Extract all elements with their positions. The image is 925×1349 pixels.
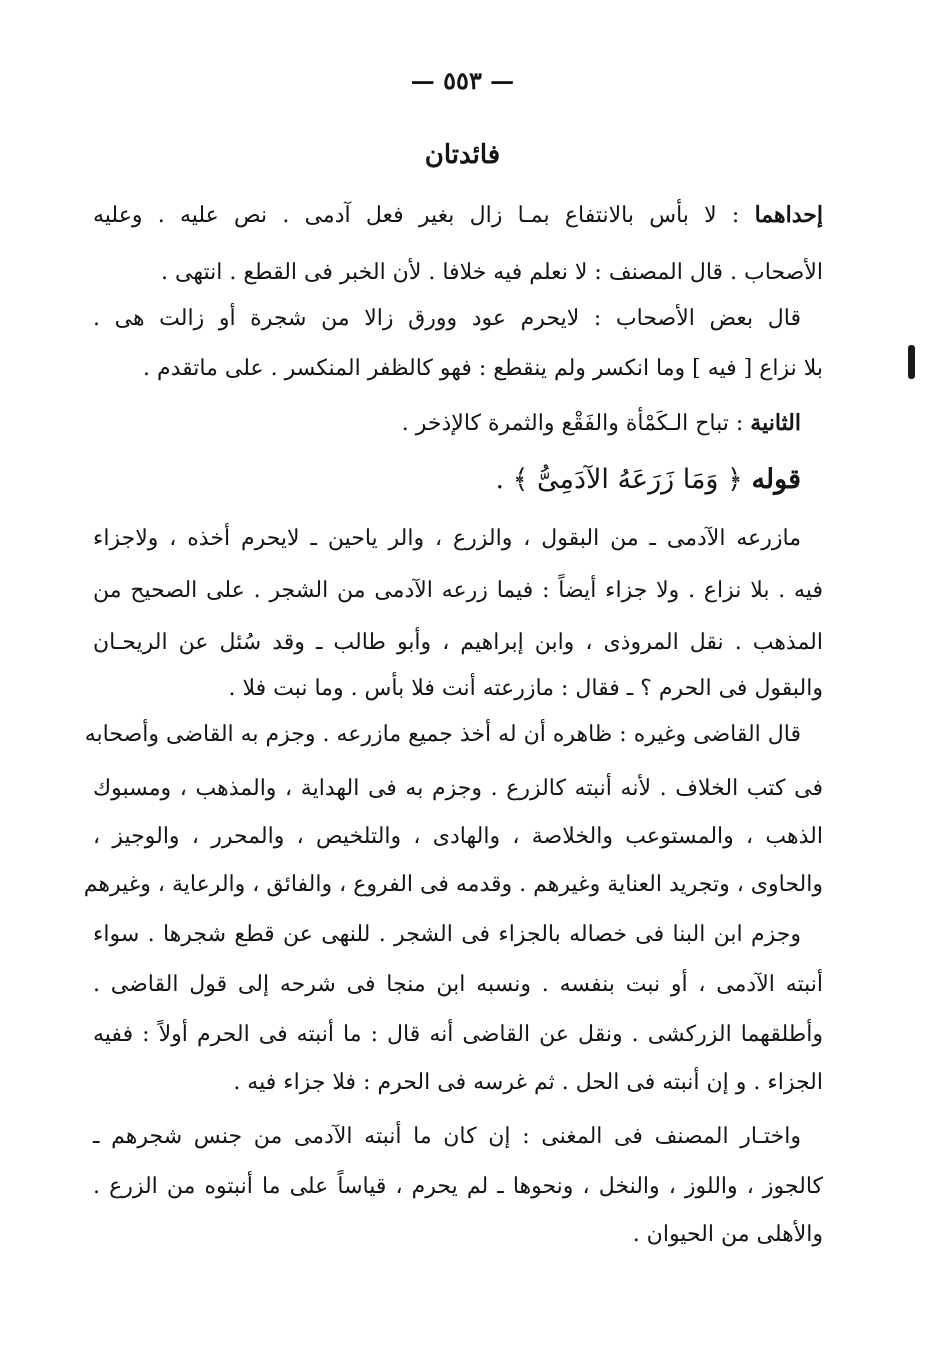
line-text: فيه . بلا نزاع . ولا جزاء أيضاً : فيما زرعه الآدمى من الشجر . على الصحيح من <box>93 578 823 603</box>
line-text: أنبته الآدمى ، أو نبت بنفسه . ونسبه ابن منجا فى شرحه إلى قول القاضى . <box>93 972 823 997</box>
scan-margin-mark <box>908 345 915 379</box>
text-line <box>93 352 823 386</box>
text-line <box>93 772 823 806</box>
text-line <box>93 820 823 854</box>
section-title: فائدتان <box>424 140 501 170</box>
line-text: قال القاضى وغيره : ظاهره أن له أخذ جميع مازرعه . وجزم به القاضى وأصحابه <box>84 722 801 747</box>
text-line <box>93 198 823 233</box>
line-text: بلا نزاع [ فيه ] وما انكسر ولم ينقطع : فهو كالظفر المنكسر . على ماتقدم . <box>143 356 823 381</box>
line-text: المذهب . نقل المروذى ، وابن إبراهيم ، وأبو طالب ـ وقد سُئل عن الريحـان <box>93 630 823 655</box>
text-line <box>93 1066 823 1100</box>
text-line <box>93 1120 801 1154</box>
text-line <box>93 1018 823 1052</box>
text-line <box>93 256 823 290</box>
text-line <box>93 1170 823 1204</box>
text-line <box>93 406 801 441</box>
line-text: الجزاء . و إن أنبته فى الحل . ثم غرسه فى الحرم : فلا جزاء فيه . <box>233 1070 823 1095</box>
line-text: مازرعه الآدمى ـ من البقول ، والزرع ، والر ياحين ـ لايحرم أخذه ، ولاجزاء <box>93 526 801 551</box>
quoted-heading <box>93 460 801 500</box>
line-text: والبقول فى الحرم ؟ ـ فقال : مازرعته أنت فلا بأس . وما نبت فلا . <box>228 676 823 701</box>
text-line <box>93 1218 823 1252</box>
line-text: وأطلقهما الزركشى . ونقل عن القاضى أنه قال : ما أنبته فى الحرم أولاً : ففيه <box>93 1022 823 1047</box>
text-line <box>93 626 823 660</box>
page-number: — ٥٥٣ — <box>410 66 515 95</box>
line-text: ﴿ وَمَا زَرَعَهُ الآدَمِىُّ ﴾ . <box>495 464 752 495</box>
line-lead: قوله <box>751 464 801 495</box>
text-line <box>93 672 823 706</box>
line-text: : تباح الـكَمْأة والفَقْع والثمرة كالإذخر . <box>401 411 751 436</box>
text-line <box>93 574 823 608</box>
text-line <box>84 718 801 752</box>
line-lead: إحداهما <box>754 202 823 228</box>
line-lead: الثانية <box>750 410 801 436</box>
line-text: فى كتب الخلاف . لأنه أنبته كالزرع . وجزم به فى الهداية ، والمذهب ، ومسبوك <box>93 776 823 801</box>
line-text: الأصحاب . قال المصنف : لا نعلم فيه خلافا . لأن الخبر فى القطع . انتهى . <box>161 260 823 285</box>
line-text: قال بعض الأصحاب : لايحرم عود وورق زالا من شجرة أو زالت هى . <box>93 306 801 331</box>
line-text: : لا بأس بالانتفاع بمـا زال بغير فعل آدمى . نص عليه . وعليه <box>93 203 755 228</box>
text-line <box>93 968 823 1002</box>
line-text: واختـار المصنف فى المغنى : إن كان ما أنبته الآدمى من جنس شجرهم ـ <box>93 1124 801 1149</box>
line-text: والحاوى ، وتجريد العناية وغيرهم . وقدمه فى الفروع ، والفائق ، والرعاية ، وغيرهم <box>83 872 823 897</box>
text-line <box>93 302 801 336</box>
line-text: الذهب ، والمستوعب والخلاصة ، والهادى ، والتلخيص ، والمحرر ، والوجيز ، <box>93 824 823 849</box>
line-text: والأهلى من الحيوان . <box>632 1222 823 1247</box>
text-line <box>93 918 801 952</box>
line-text: كالجوز ، واللوز ، والنخل ، ونحوها ـ لم يحرم ، قياساً على ما أنبتوه من الزرع . <box>93 1174 823 1199</box>
text-line <box>83 868 823 902</box>
text-line <box>93 522 801 556</box>
line-text: وجزم ابن البنا فى خصاله بالجزاء فى الشجر . للنهى عن قطع شجرها . سواء <box>93 922 801 947</box>
